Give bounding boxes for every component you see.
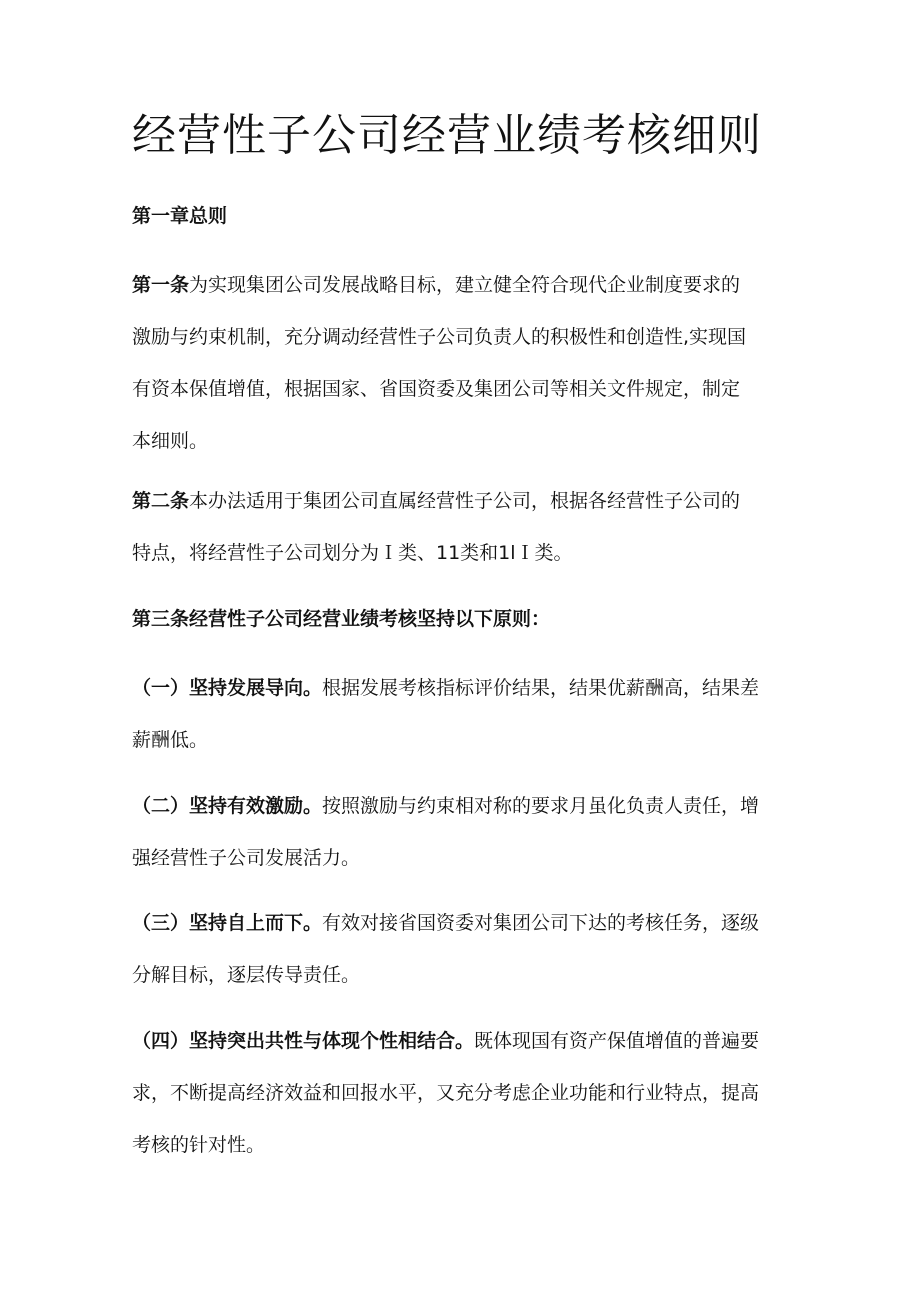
principle-label: （四）坚持突出共性与体现个性相结合。 (132, 1030, 475, 1052)
paragraph-line: 第二条本办法适用于集团公司直属经营性子公司，根据各经营性子公司的 (132, 490, 741, 512)
principle-1-paragraph (132, 662, 797, 766)
paragraph-line: 第一条为实现集团公司发展战略目标，建立健全符合现代企业制度要求的 (132, 274, 741, 296)
principle-label: （三）坚持自上而下。 (132, 912, 323, 934)
principle-label: （二）坚持有效激励。 (132, 795, 323, 817)
chapter-heading: 第一章总则 (132, 205, 228, 227)
paragraph-line: （三）坚持自上而下。有效对接省国资委对集团公司下达的考核任务，逐级 (132, 912, 760, 934)
paragraph-line: （二）坚持有效激励。按照激励与约束相对称的要求月虽化负责人责任，增 (132, 795, 760, 817)
article-label: 第一条 (132, 274, 190, 296)
paragraph-line (132, 593, 797, 645)
article-3-paragraph (132, 593, 797, 645)
paragraph-line: 考核的针对性。 (132, 1134, 266, 1156)
document-title: 经营性子公司经营业绩考核细则 (132, 110, 762, 161)
paragraph-line: 分解目标，逐层传导责任。 (132, 964, 361, 986)
paragraph-line: 薪酬低。 (132, 729, 209, 751)
paragraph-line: 求，不断提高经济效益和回报水平，又充分考虑企业功能和行业特点，提高 (132, 1082, 760, 1104)
paragraph-line: 强经营性子公司发展活力。 (132, 847, 361, 869)
article-2-paragraph (132, 475, 797, 579)
principle-4-paragraph (132, 1015, 797, 1171)
paragraph-line: 特点，将经营性子公司划分为Ｉ类、11类和1lＩ类。 (132, 542, 573, 564)
paragraph-line: 激励与约束机制，充分调动经营性子公司负责人的积极性和创造性,实现国 (132, 326, 747, 348)
paragraph-line: 有资本保值增值，根据国家、省国资委及集团公司等相关文件规定，制定 (132, 378, 741, 400)
paragraph-line: 本细则。 (132, 430, 209, 452)
article-label: 第三条经营性子公司经营业绩考核坚持以下原则： (132, 608, 551, 630)
principle-label: （一）坚持发展导向。 (132, 677, 323, 699)
article-label: 第二条 (132, 490, 190, 512)
principle-3-paragraph (132, 897, 797, 1001)
paragraph-line: （一）坚持发展导向。根据发展考核指标评价结果，结果优薪酬高，结果差 (132, 677, 760, 699)
principle-2-paragraph (132, 780, 797, 884)
article-1-paragraph (132, 259, 797, 467)
paragraph-line: （四）坚持突出共性与体现个性相结合。既体现国有资产保值增值的普遍要 (132, 1030, 760, 1052)
